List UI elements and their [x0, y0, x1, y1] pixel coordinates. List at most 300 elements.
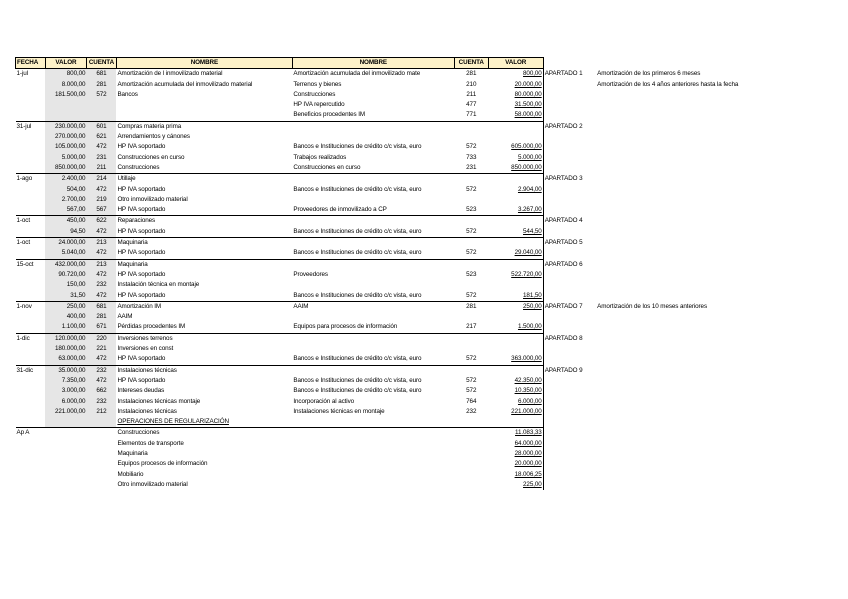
journal-row [16, 216, 836, 227]
credit-account: 733 [466, 153, 477, 161]
journal-row [16, 174, 836, 185]
debit-account: 472 [86, 227, 116, 238]
credit-account-name: HP IVA repercutido [293, 101, 345, 109]
credit-account [454, 216, 488, 227]
credit-account-name [292, 195, 454, 205]
credit-amount: 1.500,00 [517, 323, 542, 331]
debit-amount [45, 100, 86, 110]
debit-amount: 35.000,00 [45, 365, 86, 376]
debit-account-name: Instalaciones técnicas [117, 407, 177, 415]
credit-amount: 6.000,00 [517, 397, 542, 405]
credit-account-name: Trabajos realizados [293, 153, 347, 161]
credit-account [454, 312, 488, 322]
journal-row [16, 153, 836, 163]
credit-account: 764 [466, 397, 477, 405]
date-cell [16, 205, 46, 216]
credit-account-name [292, 238, 454, 249]
empty [454, 428, 488, 439]
credit-account: 231 [466, 163, 477, 171]
date-cell [16, 354, 46, 365]
apartado-label [543, 142, 596, 152]
regularization-row [16, 459, 836, 469]
journal-row [16, 121, 836, 132]
credit-account-name [292, 344, 454, 354]
empty [596, 417, 835, 428]
credit-account [454, 121, 488, 132]
apartado-label [543, 205, 596, 216]
credit-amount: 20.000,00 [514, 80, 542, 88]
credit-account: 572 [466, 185, 477, 193]
debit-amount: 504,00 [45, 185, 86, 195]
apartado-note [596, 280, 835, 290]
credit-account [454, 365, 488, 376]
regularization-amount: 225,00 [523, 480, 542, 488]
apartado-label: APARTADO 7 [543, 301, 596, 312]
empty [292, 417, 454, 428]
credit-amount: 221.000,00 [511, 407, 542, 415]
debit-account-name: HP IVA soportado [117, 185, 166, 193]
empty [292, 470, 454, 480]
credit-account-name [292, 121, 454, 132]
debit-amount: 800,00 [45, 69, 86, 80]
debit-account-name: Otro inmovilizado material [117, 195, 188, 203]
apartado-note: Amortización de los 4 años anteriores hasta la fecha [597, 80, 739, 88]
empty [86, 470, 116, 480]
date-cell [16, 344, 46, 354]
credit-amount [488, 333, 543, 344]
apartado-label [543, 344, 596, 354]
journal-row [16, 376, 836, 386]
debit-account: 621 [86, 132, 116, 142]
debit-account: 232 [86, 365, 116, 376]
credit-amount: 31.500,00 [514, 101, 542, 109]
apartado-label: APARTADO 6 [543, 259, 596, 270]
credit-account: 281 [454, 69, 488, 80]
apartado-note [596, 248, 835, 259]
debit-account-name: HP IVA soportado [117, 270, 166, 278]
apartado-note [596, 322, 835, 333]
debit-amount: 90.720,00 [45, 270, 86, 280]
debit-amount: 230.000,00 [45, 121, 86, 132]
credit-account-name [292, 280, 454, 290]
date-cell [16, 153, 46, 163]
regularization-title-row [16, 417, 836, 428]
apartado-note [596, 216, 835, 227]
empty [292, 480, 454, 490]
empty [86, 459, 116, 469]
credit-account [454, 280, 488, 290]
debit-account: 281 [86, 312, 116, 322]
date-cell: 1-oct [16, 238, 46, 249]
apartado-label [543, 248, 596, 259]
journal-row [16, 185, 836, 195]
apartado-label: APARTADO 4 [543, 216, 596, 227]
credit-account [454, 132, 488, 142]
debit-amount: 150,00 [45, 280, 86, 290]
empty [45, 449, 86, 459]
apartado-label [543, 354, 596, 365]
credit-amount: 2.904,00 [517, 185, 542, 193]
empty [543, 417, 596, 428]
credit-account-name: AAIM [292, 301, 454, 312]
apartado-label: APARTADO 2 [543, 121, 596, 132]
debit-account-name: Instalaciones técnicas [116, 365, 292, 376]
date-cell [16, 185, 46, 195]
credit-account [454, 174, 488, 185]
credit-account [454, 238, 488, 249]
journal-row [16, 333, 836, 344]
debit-account: 472 [86, 354, 116, 365]
journal-row [16, 301, 836, 312]
apartado-note: Amortización de los primeros 6 meses [597, 70, 701, 78]
empty [543, 449, 596, 459]
debit-amount: 567,00 [45, 205, 86, 216]
apartado-note [596, 153, 835, 163]
debit-account-name: Reparaciones [116, 216, 292, 227]
regularization-account-name: Construcciones [116, 428, 292, 439]
empty [86, 480, 116, 490]
journal-row [16, 291, 836, 302]
credit-account-name [292, 174, 454, 185]
credit-account-name: Equipos para procesos de información [293, 323, 398, 331]
credit-account: 523 [466, 206, 477, 214]
empty [596, 470, 835, 480]
apartado-label: APARTADO 1 [543, 69, 596, 80]
apartado-label [543, 163, 596, 174]
journal-row [16, 312, 836, 322]
credit-account: 572 [466, 249, 477, 257]
credit-amount [488, 280, 543, 290]
debit-account-name: Utillaje [116, 174, 292, 185]
empty [596, 428, 835, 439]
credit-account: 232 [466, 407, 477, 415]
debit-amount: 400,00 [45, 312, 86, 322]
debit-amount: 24.000,00 [45, 238, 86, 249]
debit-account: 232 [86, 397, 116, 407]
debit-account: 472 [86, 376, 116, 386]
date-cell: 1-oct [16, 216, 46, 227]
journal-row [16, 386, 836, 396]
date-cell [16, 100, 46, 110]
empty [292, 428, 454, 439]
empty [596, 480, 835, 490]
apartado-label [543, 291, 596, 302]
empty [454, 449, 488, 459]
empty [45, 470, 86, 480]
debit-account: 472 [86, 291, 116, 302]
journal-row [16, 238, 836, 249]
debit-account-name: Inversiones terrenos [116, 333, 292, 344]
credit-account-name: Proveedores de inmovilizado a CP [293, 206, 387, 214]
debit-account-name [116, 110, 292, 121]
credit-amount: 522.720,00 [511, 270, 542, 278]
header-row [16, 58, 836, 69]
date-cell [16, 386, 46, 396]
date-cell [16, 80, 46, 90]
debit-account: 221 [86, 344, 116, 354]
debit-account-name: HP IVA soportado [117, 291, 166, 299]
debit-amount: 31,50 [45, 291, 86, 302]
apartado-note [596, 291, 835, 302]
credit-account [454, 195, 488, 205]
debit-account: 472 [86, 270, 116, 280]
debit-amount: 5.040,00 [45, 248, 86, 259]
regularization-account-name: Elementos de transporte [117, 439, 184, 447]
date-cell: 1-jul [16, 69, 46, 80]
credit-account-name: Terrenos y bienes [293, 80, 342, 88]
journal-row [16, 354, 836, 365]
date-cell: 1-ago [16, 174, 46, 185]
debit-amount: 8.000,00 [45, 80, 86, 90]
debit-account-name: Maquinaria [116, 259, 292, 270]
apartado-label [543, 195, 596, 205]
date-cell: 31-jul [16, 121, 46, 132]
debit-amount: 450,00 [45, 216, 86, 227]
apartado-label: APARTADO 9 [543, 365, 596, 376]
apartado-label [543, 100, 596, 110]
credit-account-name: Bancos e Instituciones de crédito c/c vista, euro [293, 355, 422, 363]
credit-amount: 363.000,00 [511, 355, 542, 363]
debit-account: 572 [86, 90, 116, 100]
date-cell [16, 312, 46, 322]
date-cell [16, 163, 46, 174]
credit-amount [488, 195, 543, 205]
apartado-label [543, 397, 596, 407]
journal-row [16, 270, 836, 280]
credit-account-name: Construcciones [293, 90, 336, 98]
debit-amount: 270.000,00 [45, 132, 86, 142]
apartado-note [596, 110, 835, 121]
apartado-label [543, 376, 596, 386]
credit-account: 771 [466, 111, 477, 119]
credit-account: 281 [454, 301, 488, 312]
debit-account: 567 [86, 205, 116, 216]
debit-account: 219 [86, 195, 116, 205]
apartado-note [596, 121, 835, 132]
credit-account-name [292, 312, 454, 322]
journal-row [16, 259, 836, 270]
apartado-label [543, 407, 596, 417]
credit-account [454, 344, 488, 354]
header-nombre-2: NOMBRE [292, 58, 454, 69]
credit-amount: 605.000,00 [511, 143, 542, 151]
date-cell [16, 270, 46, 280]
apartado-note [596, 132, 835, 142]
apartado-note [596, 333, 835, 344]
apartado-note [596, 142, 835, 152]
debit-account-name: Amortización de l inmovilizado material [116, 69, 292, 80]
credit-account: 523 [466, 270, 477, 278]
credit-account [454, 333, 488, 344]
apartado-note [596, 238, 835, 249]
credit-account: 477 [466, 101, 477, 109]
empty [292, 449, 454, 459]
empty [543, 439, 596, 449]
apartado-label [543, 90, 596, 100]
empty [45, 428, 86, 439]
apartado-label [543, 386, 596, 396]
date-cell [16, 376, 46, 386]
apartado-note [596, 174, 835, 185]
apartado-note [596, 397, 835, 407]
debit-account: 231 [86, 153, 116, 163]
regularization-row [16, 449, 836, 459]
debit-account: 671 [86, 322, 116, 333]
regularization-row [16, 480, 836, 490]
debit-account-name: HP IVA soportado [117, 376, 166, 384]
debit-account [86, 100, 116, 110]
date-cell [16, 280, 46, 290]
date-cell: 15-oct [16, 259, 46, 270]
empty [86, 439, 116, 449]
debit-account-name [116, 100, 292, 110]
credit-amount: 5.000,00 [517, 153, 542, 161]
credit-account-name: Bancos e Instituciones de crédito c/c vista, euro [293, 376, 422, 384]
credit-amount: 544,50 [523, 227, 542, 235]
empty [16, 417, 46, 428]
credit-amount [488, 344, 543, 354]
journal-sheet [15, 57, 835, 490]
debit-amount: 5.000,00 [45, 153, 86, 163]
debit-amount: 2.700,00 [45, 195, 86, 205]
journal-row [16, 322, 836, 333]
empty [596, 439, 835, 449]
empty [86, 428, 116, 439]
header-cuenta: CUENTA [86, 58, 116, 69]
credit-account-name: Bancos e Instituciones de crédito c/c vista, euro [293, 249, 422, 257]
debit-account: 472 [86, 185, 116, 195]
regularization-amount: 64.000,00 [514, 439, 542, 447]
empty [543, 480, 596, 490]
apartado-note [596, 386, 835, 396]
header-cuenta-2: CUENTA [454, 58, 488, 69]
debit-amount: 63.000,00 [45, 354, 86, 365]
credit-account-name [292, 132, 454, 142]
date-cell: 1-nov [16, 301, 46, 312]
credit-amount: 800,00 [488, 69, 543, 80]
debit-account: 214 [86, 174, 116, 185]
debit-account: 472 [86, 248, 116, 259]
apartado-label: APARTADO 5 [543, 238, 596, 249]
debit-amount: 250,00 [45, 301, 86, 312]
credit-account [454, 259, 488, 270]
debit-account-name: Amortización acumulada del inmovilizado material [117, 80, 253, 88]
apartado-note [596, 185, 835, 195]
debit-account: 213 [86, 259, 116, 270]
credit-account: 572 [466, 143, 477, 151]
date-cell: Ap A [16, 428, 46, 439]
credit-amount [488, 238, 543, 249]
regularization-title: OPERACIONES DE REGULARIZACIÓN [117, 418, 229, 426]
journal-row [16, 163, 836, 174]
apartado-label: APARTADO 8 [543, 333, 596, 344]
debit-amount: 120.000,00 [45, 333, 86, 344]
apartado-note [596, 195, 835, 205]
debit-account: 681 [86, 301, 116, 312]
journal-table [15, 57, 835, 490]
empty [45, 480, 86, 490]
debit-account: 232 [86, 280, 116, 290]
apartado-label [543, 270, 596, 280]
apartado-label [543, 185, 596, 195]
apartado-label [543, 110, 596, 121]
credit-account-name: Bancos e Instituciones de crédito c/c vista, euro [293, 143, 422, 151]
debit-amount: 3.000,00 [45, 386, 86, 396]
debit-account-name: Pérdidas procedentes IM [117, 323, 186, 331]
header-fecha: FECHA [16, 58, 46, 69]
journal-row [16, 397, 836, 407]
date-cell [16, 142, 46, 152]
apartado-note [596, 90, 835, 100]
apartado-note [596, 312, 835, 322]
credit-account-name: Bancos e Instituciones de crédito c/c vista, euro [293, 227, 422, 235]
debit-amount: 180.000,00 [45, 344, 86, 354]
debit-account-name: Construcciones [117, 163, 160, 171]
journal-row [16, 227, 836, 238]
debit-account-name: Instalación técnica en montaje [117, 281, 200, 289]
credit-amount: 58.000,00 [514, 111, 542, 119]
header-valor: VALOR [45, 58, 86, 69]
credit-amount [488, 312, 543, 322]
credit-account-name: Bancos e Instituciones de crédito c/c vista, euro [293, 387, 422, 395]
debit-amount: 7.350,00 [45, 376, 86, 386]
journal-row [16, 344, 836, 354]
credit-amount: 850.000,00 [511, 163, 542, 171]
empty [454, 480, 488, 490]
debit-amount: 105.000,00 [45, 142, 86, 152]
credit-account: 572 [466, 291, 477, 299]
debit-account-name: Arrendamientos y cánones [117, 133, 190, 141]
debit-account: 472 [86, 142, 116, 152]
debit-account: 281 [86, 80, 116, 90]
credit-amount: 3.267,00 [517, 206, 542, 214]
credit-account: 210 [466, 80, 477, 88]
debit-account-name: HP IVA soportado [117, 143, 166, 151]
date-cell [16, 449, 46, 459]
journal-row [16, 132, 836, 142]
credit-amount [488, 259, 543, 270]
regularization-amount: 11.083,33 [488, 428, 543, 439]
credit-amount: 181,50 [523, 291, 542, 299]
journal-row [16, 407, 836, 417]
regularization-amount: 28.000,00 [514, 449, 542, 457]
credit-account-name: Amortización acumulada del inmovilizado mate [292, 69, 454, 80]
credit-account: 217 [466, 323, 477, 331]
apartado-note [596, 259, 835, 270]
apartado-note: Amortización de los 10 meses anteriores [597, 302, 708, 310]
apartado-label [543, 322, 596, 333]
credit-amount [488, 132, 543, 142]
debit-account: 662 [86, 386, 116, 396]
debit-account-name: Compras materia prima [116, 121, 292, 132]
credit-account-name [292, 365, 454, 376]
apartado-note [596, 354, 835, 365]
debit-amount: 181.500,00 [45, 90, 86, 100]
date-cell [16, 195, 46, 205]
empty [86, 417, 116, 428]
debit-amount: 94,50 [45, 227, 86, 238]
credit-account: 572 [466, 376, 477, 384]
credit-amount: 10.350,00 [514, 387, 542, 395]
apartado-note [596, 163, 835, 174]
debit-account-name: Bancos [117, 90, 138, 98]
debit-amount: 432.000,00 [45, 259, 86, 270]
debit-account: 212 [86, 407, 116, 417]
date-cell [16, 132, 46, 142]
apartado-note [596, 407, 835, 417]
credit-amount [488, 121, 543, 132]
credit-account: 572 [466, 355, 477, 363]
